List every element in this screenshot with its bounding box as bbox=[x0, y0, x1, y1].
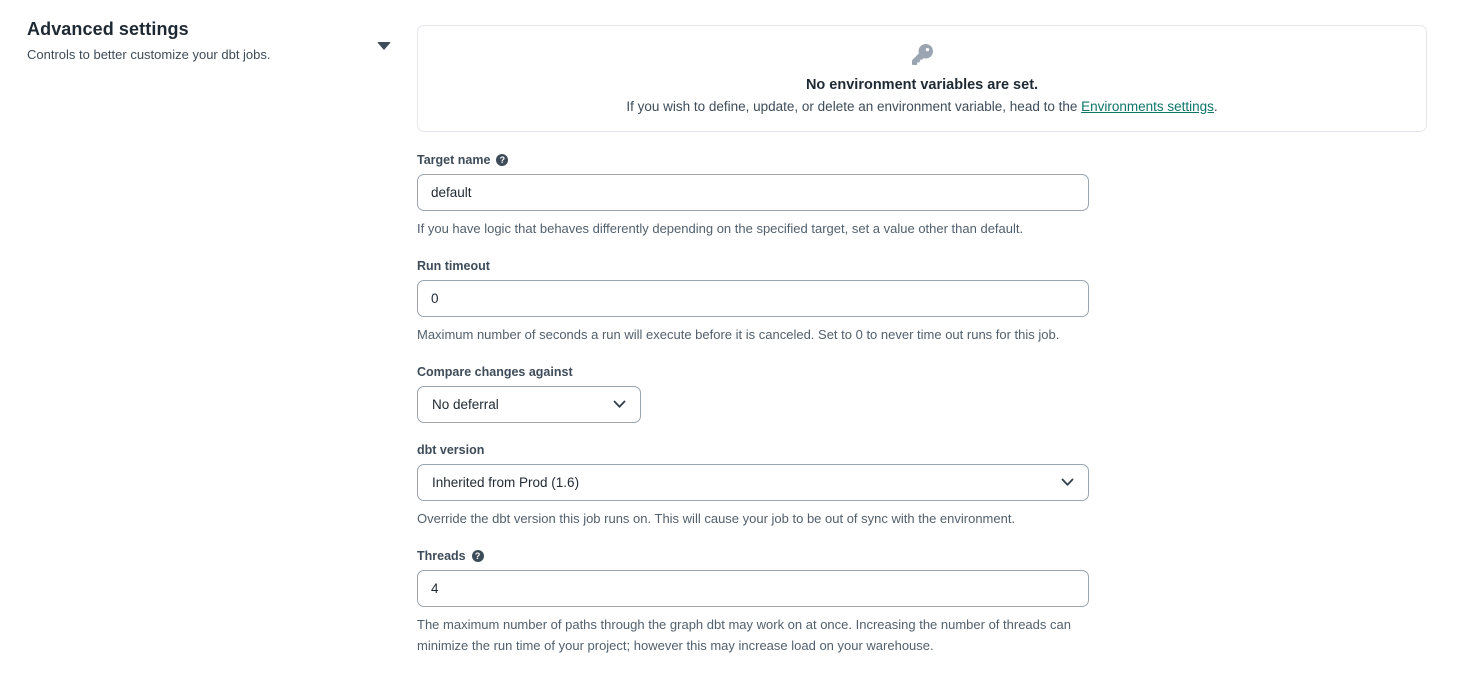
section-header bbox=[27, 19, 387, 62]
run-timeout-helper: Maximum number of seconds a run will execute before it is canceled. Set to 0 to never time out runs for this job. bbox=[417, 327, 1060, 343]
field-threads bbox=[417, 549, 1427, 655]
threads-help-icon[interactable]: ? bbox=[472, 550, 484, 562]
dbt-version-label: dbt version bbox=[417, 443, 485, 458]
target-name-input[interactable] bbox=[417, 174, 1089, 211]
field-run-timeout bbox=[417, 259, 1427, 345]
chevron-down-icon bbox=[1061, 475, 1074, 490]
target-name-helper: If you have logic that behaves differently depending on the specified target, set a value other than default. bbox=[417, 221, 1024, 236]
env-banner-message-suffix: . bbox=[1213, 98, 1218, 114]
env-variables-banner bbox=[417, 25, 1427, 132]
run-timeout-input[interactable] bbox=[417, 280, 1089, 317]
key-icon bbox=[912, 44, 933, 70]
run-timeout-label: Run timeout bbox=[417, 259, 490, 274]
dbt-version-select[interactable] bbox=[417, 464, 1089, 501]
dbt-version-helper: Override the dbt version this job runs on. This will cause your job to be out of sync with the environment. bbox=[417, 511, 1016, 527]
field-target-name bbox=[417, 153, 1427, 239]
section-collapse-toggle[interactable] bbox=[374, 36, 394, 56]
target-name-help-icon[interactable]: ? bbox=[496, 154, 508, 166]
compare-changes-label: Compare changes against bbox=[417, 365, 573, 380]
triangle-down-icon bbox=[377, 42, 391, 50]
environments-settings-link[interactable]: Environments settings bbox=[1081, 98, 1214, 114]
env-banner-title: No environment variables are set. bbox=[805, 76, 1039, 93]
chevron-down-icon bbox=[613, 397, 626, 412]
settings-form bbox=[417, 25, 1427, 676]
target-name-label: Target name bbox=[417, 153, 491, 167]
env-banner-message bbox=[626, 99, 1217, 114]
env-banner-message-prefix: If you wish to define, update, or delete an environment variable, head to the bbox=[626, 98, 1082, 114]
dbt-version-value: Inherited from Prod (1.6) bbox=[432, 475, 580, 491]
threads-helper: The maximum number of paths through the graph dbt may work on at once. Increasing the number of threads can minimize the run time of your project; however this may increase load on your warehouse. bbox=[417, 617, 1071, 653]
field-compare-changes bbox=[417, 365, 1427, 423]
threads-input[interactable] bbox=[417, 570, 1089, 607]
page-title: Advanced settings bbox=[27, 19, 189, 39]
compare-changes-select[interactable] bbox=[417, 386, 641, 423]
page-subtitle: Controls to better customize your dbt jobs. bbox=[27, 47, 271, 62]
compare-changes-value: No deferral bbox=[432, 397, 499, 413]
threads-label: Threads bbox=[417, 549, 466, 564]
field-dbt-version bbox=[417, 443, 1427, 529]
